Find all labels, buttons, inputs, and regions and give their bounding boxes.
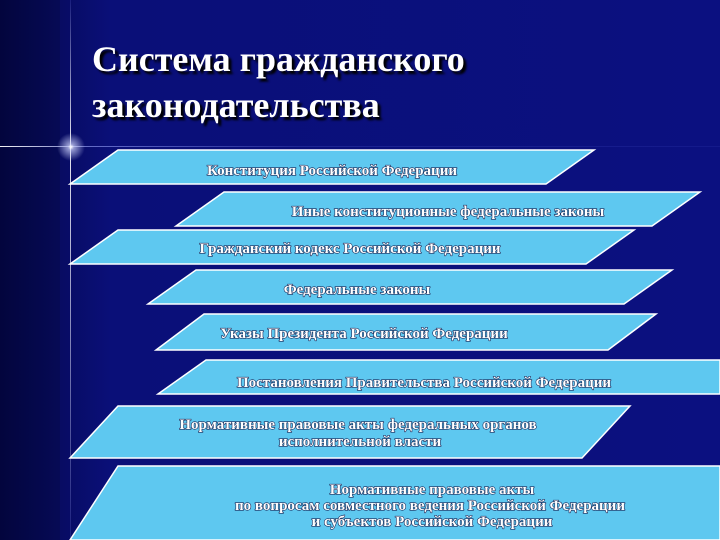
title-line-1: Система гражданского (92, 39, 465, 79)
band-label-5: Указы Президента Российской Федерации (220, 326, 508, 342)
band-label-7a: Нормативные правовые акты федеральных органов (179, 417, 537, 433)
hierarchy-band-7 (70, 406, 630, 458)
band-label-6: Постановления Правительства Российской Федерации (236, 375, 612, 391)
band-label-2: Иные конституционные федеральные законы (291, 204, 605, 220)
band-label-8c: и субъектов Российской Федерации (311, 514, 553, 530)
hierarchy-band-5 (156, 314, 656, 350)
hierarchy-band-4 (148, 270, 672, 304)
band-label-3: Гражданский кодекс Российской Федерации (199, 241, 501, 257)
hierarchy-band-2 (176, 192, 700, 226)
hierarchy-band-8 (70, 466, 720, 540)
hierarchy-band-6 (158, 360, 720, 394)
band-label-8b: по вопросам совместного ведения Российской Федерации (235, 498, 625, 514)
hierarchy-band-1 (70, 150, 594, 184)
band-label-1: Конституция Российской Федерации (206, 163, 458, 179)
band-label-4: Федеральные законы (283, 282, 431, 298)
title-line-2: законодательства (92, 85, 380, 125)
band-label-8a: Нормативные правовые акты (329, 482, 535, 498)
hierarchy-band-3 (70, 230, 634, 264)
band-label-7b: исполнительной власти (278, 434, 442, 450)
